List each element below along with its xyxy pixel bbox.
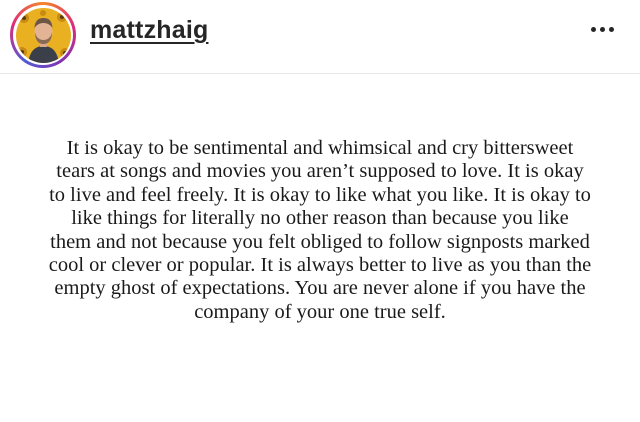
post-header — [0, 0, 640, 74]
story-ring[interactable] — [10, 2, 76, 68]
dot — [591, 27, 596, 32]
quote-line: empty ghost of expectations. You are never alone if you have the — [54, 277, 586, 300]
quote-line: to live and feel freely. It is okay to like what you like. It is okay to — [49, 183, 591, 206]
dot — [609, 27, 614, 32]
quote-line: company of your one true self. — [194, 300, 446, 323]
avatar[interactable] — [16, 8, 71, 63]
quote-line: like things for literally no other reason than because you like — [71, 207, 569, 230]
quote-line: It is okay to be sentimental and whimsical and cry bittersweet — [66, 137, 574, 159]
post-quote-text — [0, 137, 640, 324]
quote-line: tears at songs and movies you aren’t supposed to love. It is okay — [56, 160, 584, 183]
quote-line: cool or clever or popular. It is always better to live as you than the — [48, 254, 592, 277]
username-link[interactable]: mattzhaig — [90, 16, 209, 44]
more-options-icon[interactable] — [580, 14, 624, 44]
dot — [600, 27, 605, 32]
quote-line: them and not because you felt obliged to follow signposts marked — [50, 230, 590, 253]
avatar-border — [13, 5, 73, 65]
